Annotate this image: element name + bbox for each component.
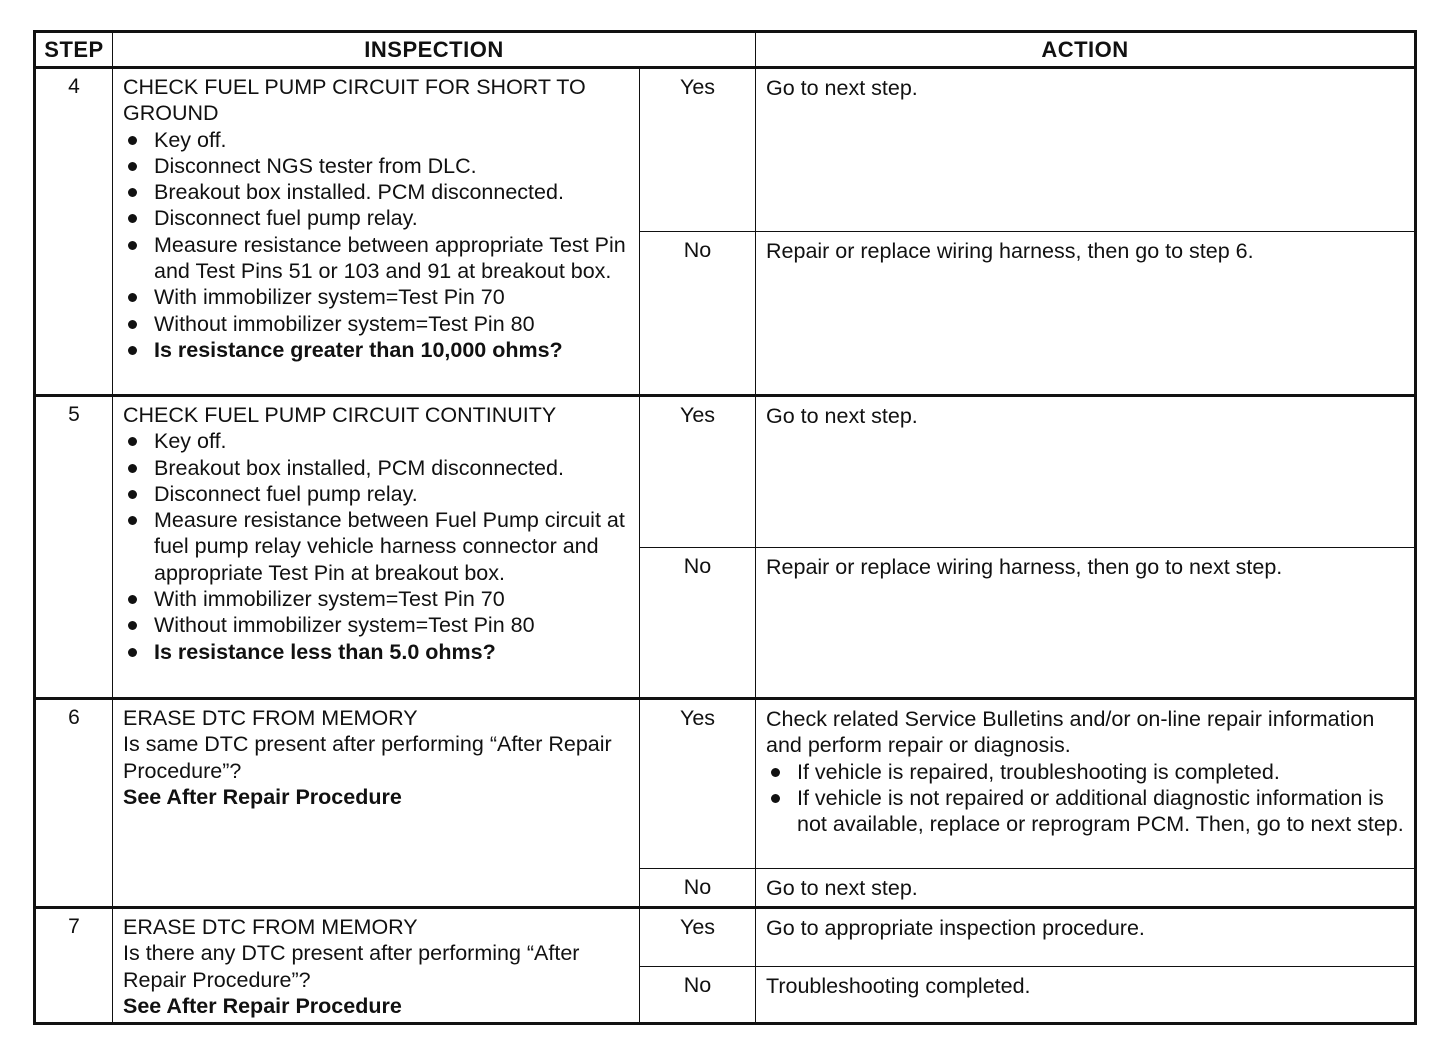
inspection-cell [113,699,640,908]
header-inspection: INSPECTION [113,32,756,68]
bullet-item: With immobilizer system=Test Pin 70 [123,586,631,612]
step-number: 6 [35,699,113,908]
yes-action: Go to appropriate inspection procedure. [756,908,1416,967]
no-action: Troubleshooting completed. [756,967,1416,1024]
table-row [35,699,1416,869]
inspection-title: ERASE DTC FROM MEMORY [123,706,418,730]
step-number: 4 [35,68,113,396]
yes-label: Yes [640,908,756,967]
bullet-item: Disconnect NGS tester from DLC. [123,153,631,179]
yes-label: Yes [640,699,756,869]
yes-action: Go to next step. [756,396,1416,548]
table-row [35,908,1416,967]
bullet-item: With immobilizer system=Test Pin 70 [123,284,631,310]
bullet-item: If vehicle is not repaired or additional diagnostic information is not available, replace or reprogram PCM. Then, go to next step. [766,785,1406,838]
yes-label: Yes [640,68,756,232]
bullet-item-question: Is resistance greater than 10,000 ohms? [123,337,631,363]
no-label: No [640,967,756,1024]
bullet-item: Disconnect fuel pump relay. [123,481,631,507]
bullet-item: If vehicle is repaired, troubleshooting is completed. [766,759,1406,785]
bullet-item: Without immobilizer system=Test Pin 80 [123,311,631,337]
yes-action: Go to next step. [756,68,1416,232]
bullet-item: Without immobilizer system=Test Pin 80 [123,612,631,638]
table-row [35,396,1416,548]
step-number: 7 [35,908,113,1024]
inspection-bullets [123,127,631,364]
bullet-item: Measure resistance between appropriate Test Pin and Test Pins 51 or 103 and 91 at breakout box. [123,232,631,285]
header-action: ACTION [756,32,1416,68]
table-header [35,32,1416,68]
see-reference: See After Repair Procedure [123,993,402,1018]
bullet-item-question: Is resistance less than 5.0 ohms? [123,639,631,665]
see-reference: See After Repair Procedure [123,784,402,809]
bullet-item: Breakout box installed. PCM disconnected. [123,179,631,205]
inspection-cell [113,68,640,396]
inspection-cell [113,908,640,1024]
no-action: Repair or replace wiring harness, then go to step 6. [756,232,1416,396]
yes-action-cell [756,699,1416,869]
bullet-item: Disconnect fuel pump relay. [123,205,631,231]
no-action: Repair or replace wiring harness, then go to next step. [756,548,1416,699]
bullet-item: Key off. [123,127,631,153]
inspection-title: ERASE DTC FROM MEMORY [123,915,418,939]
inspection-title: CHECK FUEL PUMP CIRCUIT FOR SHORT TO GROUND [123,75,586,126]
action-bullets [766,759,1406,838]
inspection-question: Is there any DTC present after performing “After Repair Procedure”? [123,941,580,992]
inspection-question: Is same DTC present after performing “After Repair Procedure”? [123,732,612,783]
step-number: 5 [35,396,113,699]
yes-label: Yes [640,396,756,548]
troubleshooting-table [33,30,1417,1025]
table-row [35,68,1416,232]
yes-action: Check related Service Bulletins and/or on-line repair information and perform repair or diagnosis. [766,707,1375,758]
no-label: No [640,548,756,699]
bullet-item: Key off. [123,428,631,454]
header-step: STEP [35,32,113,68]
no-label: No [640,869,756,908]
no-label: No [640,232,756,396]
bullet-item: Breakout box installed, PCM disconnected. [123,455,631,481]
bullet-item: Measure resistance between Fuel Pump circuit at fuel pump relay vehicle harness connector and appropriate Test Pin at breakout box. [123,507,631,586]
inspection-cell [113,396,640,699]
inspection-title: CHECK FUEL PUMP CIRCUIT CONTINUITY [123,403,557,427]
inspection-bullets [123,428,631,665]
no-action: Go to next step. [756,869,1416,908]
